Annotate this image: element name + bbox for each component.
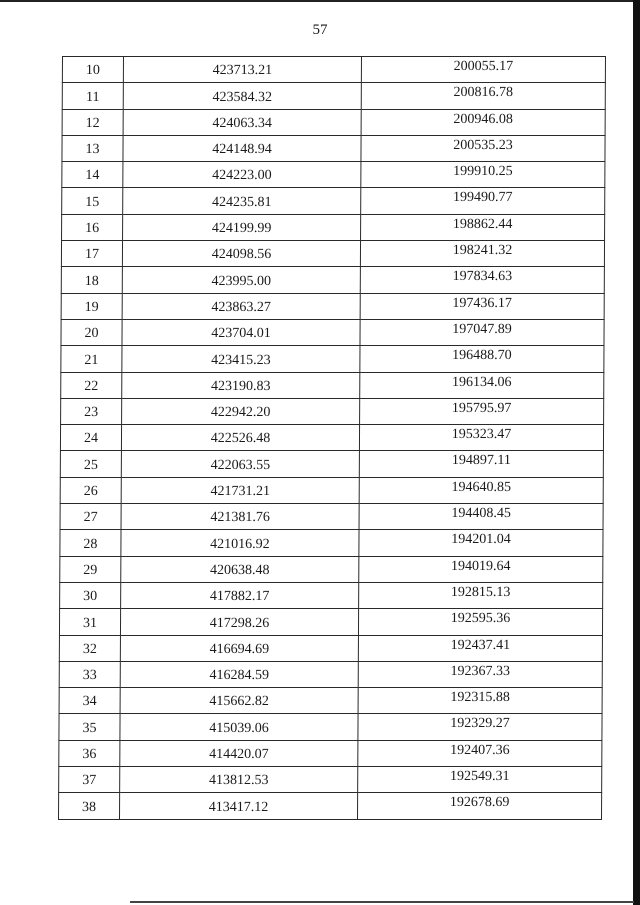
table-row	[60, 504, 603, 530]
table-row	[61, 346, 604, 372]
cell-text: 197834.63	[452, 269, 513, 285]
x-coordinate-cell	[122, 346, 360, 372]
point-number-cell	[60, 530, 121, 556]
scan-top-edge	[0, 0, 634, 2]
y-coordinate-cell	[359, 451, 603, 477]
cell-text: 420638.48	[210, 562, 270, 578]
cell-text: 197047.89	[452, 321, 512, 337]
cell-text: 417882.17	[209, 589, 270, 605]
cell-text: 16	[85, 221, 100, 237]
table-row	[60, 451, 603, 477]
x-coordinate-cell	[122, 241, 360, 267]
cell-text: 21	[84, 352, 99, 368]
x-coordinate-cell	[122, 372, 360, 398]
cell-text: 422942.20	[210, 405, 271, 421]
y-coordinate-cell	[358, 793, 602, 819]
cell-text: 196134.06	[452, 374, 512, 390]
x-coordinate-cell	[120, 740, 358, 766]
table-row	[61, 372, 604, 398]
x-coordinate-cell	[120, 793, 358, 819]
page-number: 57	[312, 22, 328, 38]
cell-text: 424235.81	[211, 194, 272, 210]
cell-text: 197436.17	[452, 295, 512, 311]
cell-text: 14	[85, 168, 100, 184]
cell-text: 192329.27	[450, 716, 510, 732]
cell-text: 423704.01	[211, 326, 271, 342]
table-row	[62, 135, 605, 161]
point-number-cell	[62, 135, 123, 161]
cell-text: 415039.06	[209, 720, 269, 736]
point-number-cell	[60, 451, 121, 477]
cell-text: 423190.83	[210, 378, 271, 394]
y-coordinate-cell	[360, 372, 604, 398]
cell-text: 35	[82, 720, 97, 736]
cell-text: 10	[85, 63, 100, 79]
point-number-cell	[59, 793, 120, 819]
cell-text: 424148.94	[212, 142, 272, 158]
cell-text: 37	[82, 773, 97, 789]
y-coordinate-cell	[359, 556, 603, 582]
table-row	[62, 57, 605, 83]
y-coordinate-cell	[358, 767, 602, 793]
cell-text: 423415.23	[211, 352, 271, 368]
y-coordinate-cell	[360, 319, 604, 345]
cell-text: 13	[85, 142, 100, 158]
y-coordinate-cell	[360, 241, 604, 267]
point-number-cell	[59, 609, 120, 635]
point-number-cell	[62, 162, 123, 188]
y-coordinate-cell	[358, 609, 602, 635]
point-number-cell	[61, 267, 122, 293]
cell-text: 18	[84, 273, 99, 289]
x-coordinate-cell	[121, 530, 359, 556]
cell-text: 31	[82, 615, 98, 631]
table-row	[61, 319, 604, 345]
x-coordinate-cell	[123, 162, 361, 188]
cell-text: 413417.12	[208, 799, 269, 815]
x-coordinate-cell	[120, 661, 358, 687]
y-coordinate-cell	[361, 109, 605, 135]
cell-text: 192315.88	[450, 690, 510, 706]
x-coordinate-cell	[121, 504, 359, 530]
cell-text: 200946.08	[453, 111, 513, 127]
x-coordinate-cell	[120, 767, 358, 793]
point-number-cell	[62, 57, 123, 83]
cell-text: 36	[82, 747, 97, 763]
cell-text: 28	[83, 536, 98, 552]
y-coordinate-cell	[359, 477, 603, 503]
cell-text: 38	[82, 799, 97, 815]
cell-text: 196488.70	[452, 348, 512, 364]
table-row	[61, 241, 604, 267]
coordinates-table	[58, 56, 606, 820]
y-coordinate-cell	[361, 188, 605, 214]
point-number-cell	[62, 109, 123, 135]
x-coordinate-cell	[122, 293, 360, 319]
scan-right-edge	[633, 0, 640, 905]
table-row	[59, 714, 602, 740]
cell-text: 195795.97	[451, 400, 512, 416]
cell-text: 422063.55	[210, 457, 271, 473]
cell-text: 24	[83, 431, 99, 447]
cell-text: 194019.64	[451, 558, 511, 574]
table-row	[60, 582, 603, 608]
cell-text: 413812.53	[208, 773, 269, 789]
scan-bottom-edge	[130, 901, 634, 903]
x-coordinate-cell	[121, 477, 359, 503]
table-row	[62, 83, 605, 109]
table-row	[59, 661, 602, 687]
y-coordinate-cell	[359, 504, 603, 530]
cell-text: 192407.36	[450, 742, 510, 758]
point-number-cell	[61, 372, 122, 398]
y-coordinate-cell	[361, 57, 605, 83]
cell-text: 194897.11	[451, 453, 511, 469]
table-row	[62, 214, 605, 240]
y-coordinate-cell	[361, 83, 605, 109]
cell-text: 421731.21	[210, 484, 271, 500]
y-coordinate-cell	[360, 398, 604, 424]
table-row	[59, 688, 602, 714]
cell-text: 423863.27	[211, 299, 271, 315]
cell-text: 200535.23	[453, 137, 513, 153]
x-coordinate-cell	[123, 188, 361, 214]
x-coordinate-cell	[123, 83, 361, 109]
y-coordinate-cell	[358, 661, 602, 687]
cell-text: 200816.78	[453, 85, 514, 101]
cell-text: 192815.13	[450, 584, 511, 600]
table-row	[60, 477, 603, 503]
point-number-cell	[62, 214, 123, 240]
cell-text: 417298.26	[209, 615, 270, 631]
point-number-cell	[62, 83, 123, 109]
point-number-cell	[60, 556, 121, 582]
cell-text: 423995.00	[211, 273, 272, 289]
cell-text: 25	[83, 457, 98, 473]
point-number-cell	[59, 661, 120, 687]
point-number-cell	[59, 767, 120, 793]
cell-text: 424063.34	[212, 115, 272, 131]
point-number-cell	[61, 241, 122, 267]
table-row	[59, 635, 602, 661]
table-row	[59, 793, 602, 819]
cell-text: 416694.69	[209, 641, 270, 657]
cell-text: 17	[84, 247, 99, 263]
cell-text: 12	[85, 115, 100, 131]
point-number-cell	[61, 346, 122, 372]
point-number-cell	[62, 188, 123, 214]
point-number-cell	[59, 635, 120, 661]
cell-text: 195323.47	[451, 427, 512, 443]
cell-text: 192678.69	[449, 795, 510, 811]
cell-text: 416284.59	[209, 668, 270, 684]
x-coordinate-cell	[120, 635, 358, 661]
y-coordinate-cell	[360, 346, 604, 372]
x-coordinate-cell	[120, 609, 358, 635]
y-coordinate-cell	[361, 162, 605, 188]
cell-text: 26	[83, 484, 98, 500]
cell-text: 33	[82, 668, 97, 684]
cell-text: 422526.48	[210, 431, 271, 447]
table-row	[62, 109, 605, 135]
y-coordinate-cell	[359, 530, 603, 556]
y-coordinate-cell	[361, 214, 605, 240]
y-coordinate-cell	[361, 135, 605, 161]
y-coordinate-cell	[360, 267, 604, 293]
cell-text: 415662.82	[209, 694, 269, 710]
cell-text: 194201.04	[451, 532, 511, 548]
cell-text: 424098.56	[211, 247, 272, 263]
cell-text: 19	[84, 299, 99, 315]
point-number-cell	[60, 582, 121, 608]
table-row	[61, 398, 604, 424]
cell-text: 23	[84, 405, 99, 421]
cell-text: 192549.31	[449, 769, 510, 785]
x-coordinate-cell	[122, 398, 360, 424]
table-row	[61, 293, 604, 319]
y-coordinate-cell	[359, 425, 603, 451]
point-number-cell	[61, 398, 122, 424]
cell-text: 20	[84, 326, 99, 342]
table-row	[62, 162, 605, 188]
table-row	[59, 740, 602, 766]
cell-text: 421381.76	[210, 510, 270, 526]
coordinates-table-body	[59, 57, 606, 820]
cell-text: 27	[83, 510, 98, 526]
cell-text: 11	[85, 89, 100, 105]
x-coordinate-cell	[122, 267, 360, 293]
cell-text: 30	[83, 589, 98, 605]
point-number-cell	[60, 425, 121, 451]
table-row	[61, 267, 604, 293]
cell-text: 199910.25	[453, 164, 513, 180]
x-coordinate-cell	[120, 714, 358, 740]
y-coordinate-cell	[359, 582, 603, 608]
x-coordinate-cell	[120, 688, 358, 714]
point-number-cell	[61, 293, 122, 319]
table-row	[59, 609, 602, 635]
x-coordinate-cell	[121, 556, 359, 582]
y-coordinate-cell	[358, 740, 602, 766]
point-number-cell	[59, 688, 120, 714]
cell-text: 194640.85	[451, 479, 512, 495]
table-row	[60, 530, 603, 556]
cell-text: 192367.33	[450, 663, 511, 679]
cell-text: 199490.77	[452, 190, 513, 206]
y-coordinate-cell	[358, 688, 602, 714]
cell-text: 198241.32	[452, 243, 513, 259]
x-coordinate-cell	[121, 425, 359, 451]
x-coordinate-cell	[121, 582, 359, 608]
y-coordinate-cell	[360, 293, 604, 319]
point-number-cell	[61, 319, 122, 345]
x-coordinate-cell	[123, 135, 361, 161]
point-number-cell	[60, 477, 121, 503]
cell-text: 424223.00	[212, 168, 272, 184]
cell-text: 424199.99	[211, 221, 272, 237]
cell-text: 29	[83, 562, 98, 578]
x-coordinate-cell	[123, 214, 361, 240]
cell-text: 32	[82, 641, 97, 657]
cell-text: 414420.07	[209, 747, 269, 763]
cell-text: 200055.17	[453, 59, 514, 74]
cell-text: 423584.32	[212, 89, 273, 105]
cell-text: 15	[85, 194, 100, 210]
table-row	[60, 556, 603, 582]
cell-text: 194408.45	[451, 506, 511, 522]
cell-text: 192437.41	[450, 637, 511, 653]
cell-text: 22	[84, 378, 99, 394]
table-row	[60, 425, 603, 451]
table-row	[59, 767, 602, 793]
x-coordinate-cell	[121, 451, 359, 477]
y-coordinate-cell	[358, 714, 602, 740]
cell-text: 421016.92	[210, 536, 270, 552]
x-coordinate-cell	[123, 57, 361, 83]
cell-text: 192595.36	[450, 611, 511, 627]
cell-text: 423713.21	[212, 63, 273, 79]
point-number-cell	[59, 740, 120, 766]
cell-text: 34	[82, 694, 97, 710]
table-row	[62, 188, 605, 214]
point-number-cell	[60, 504, 121, 530]
y-coordinate-cell	[358, 635, 602, 661]
x-coordinate-cell	[122, 319, 360, 345]
cell-text: 198862.44	[452, 216, 513, 232]
point-number-cell	[59, 714, 120, 740]
x-coordinate-cell	[123, 109, 361, 135]
